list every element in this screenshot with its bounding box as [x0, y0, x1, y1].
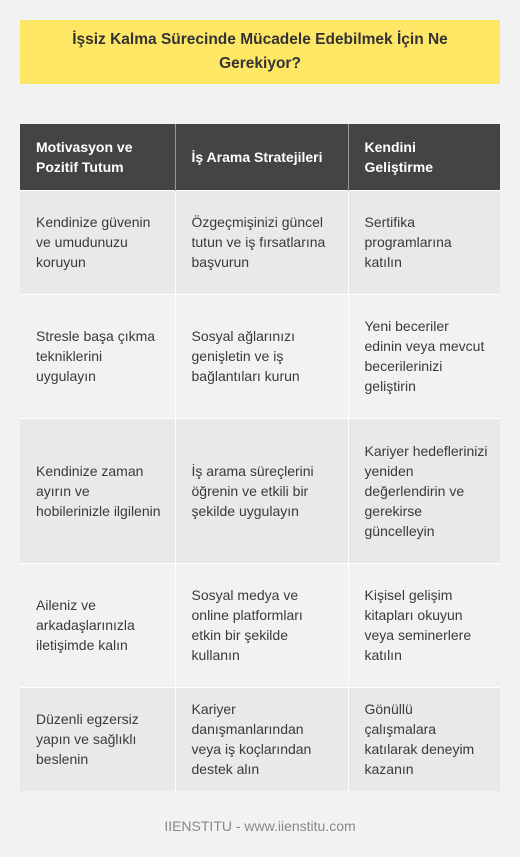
table-cell: Düzenli egzersiz yapın ve sağlıklı beslenin	[20, 687, 175, 791]
table-row	[20, 190, 500, 294]
table-cell: Kendinize güvenin ve umudunuzu koruyun	[20, 190, 175, 294]
column-header-self-development: Kendini Geliştirme	[348, 124, 500, 190]
table-header-row	[20, 124, 500, 190]
table-cell: Kişisel gelişim kitapları okuyun veya seminerlere katılın	[348, 563, 500, 687]
table-cell: Kariyer hedeflerinizi yeniden değerlendirin ve gerekirse güncelleyin	[348, 418, 500, 563]
table-cell: Stresle başa çıkma tekniklerini uygulayın	[20, 294, 175, 418]
table-row	[20, 418, 500, 563]
table-cell: Kendinize zaman ayırın ve hobilerinizle ilgilenin	[20, 418, 175, 563]
tips-table	[20, 124, 500, 791]
footer-credit: IIENSTITU - www.iienstitu.com	[164, 818, 356, 834]
page-title: İşsiz Kalma Sürecinde Mücadele Edebilmek İçin Ne Gerekiyor?	[72, 31, 448, 72]
table-row	[20, 687, 500, 791]
table-row	[20, 294, 500, 418]
title-banner	[20, 20, 500, 84]
table-cell: Sosyal ağlarınızı genişletin ve iş bağlantıları kurun	[175, 294, 348, 418]
table-cell: Yeni beceriler edinin veya mevcut becerilerinizi geliştirin	[348, 294, 500, 418]
table-cell: İş arama süreçlerini öğrenin ve etkili bir şekilde uygulayın	[175, 418, 348, 563]
column-header-motivation: Motivasyon ve Pozitif Tutum	[20, 124, 175, 190]
table-cell: Kariyer danışmanlarından veya iş koçlarından destek alın	[175, 687, 348, 791]
table-cell: Aileniz ve arkadaşlarınızla iletişimde kalın	[20, 563, 175, 687]
column-header-job-search: İş Arama Stratejileri	[175, 124, 348, 190]
table-cell: Sosyal medya ve online platformları etkin bir şekilde kullanın	[175, 563, 348, 687]
table-cell: Özgeçmişinizi güncel tutun ve iş fırsatlarına başvurun	[175, 190, 348, 294]
table-row	[20, 563, 500, 687]
table-cell: Gönüllü çalışmalara katılarak deneyim kazanın	[348, 687, 500, 791]
table-cell: Sertifika programlarına katılın	[348, 190, 500, 294]
